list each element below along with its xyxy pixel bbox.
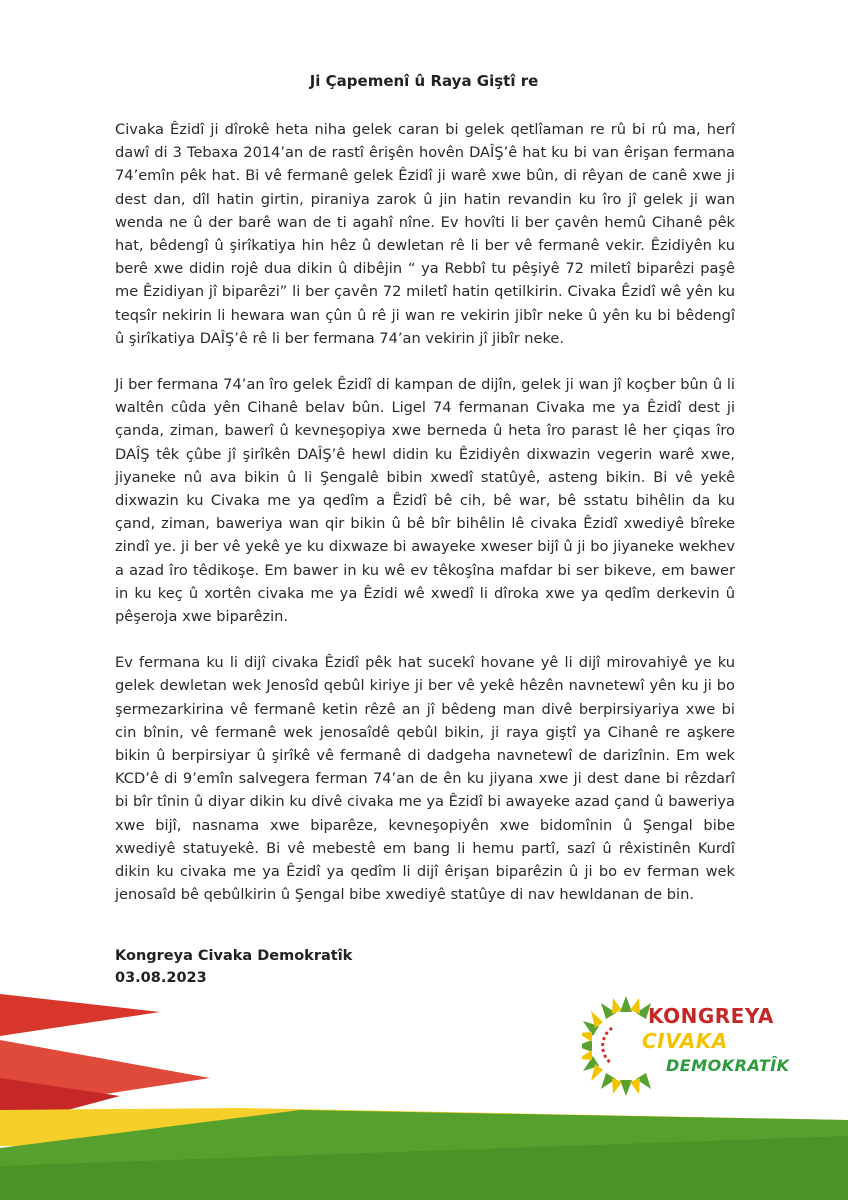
document-body	[115, 118, 735, 930]
paragraph-3: Ev fermana ku li dijî civaka Êzidî pêk hat sucekî hovane yê li dijî mirovahiyê ye ku gelek dewletan wek Jenosîd qebûl kiriye ji ber vê yekê hêzên navnetewî yên ku ji bo şermezarkirina vê fermanê ketin rêzê an jî bêdeng man divê berpirsiyariya xwe bi cin bînin, vê fermanê wek jenosaîdê qebûl bikin, ji raya giştî ya Cihanê re aşkere bikin û berpirsiyar û şirîkê vê fermanê di dadgeha navnetewî de darizînin. Em wek KCD’ê di 9’emîn salvegera ferman 74’an de ên ku jiyana xwe ji dest dane bi rêzdarî bi bîr tînin û diyar dikin ku divê civaka me ya Êzidî bi awayeke azad çand û baweriya xwe bijî, nasnama xwe biparêze, kevneşopiyên xwe bidomînin û Şengal bibe xwediyê statuyekê. Bi vê mebestê em bang li hemu partî, sazî û rêxistinên Kurdî dikin ku civaka me ya Êzidî ya qedîm li dijî êrişan biparêzin û ji bo ev ferman wek jenosaîd bê qebûlkirin û Şengal bibe xwediyê statûye di nav hewldanan de bin.	[115, 654, 735, 904]
document-title: Ji Çapemenî û Raya Giştî re	[309, 72, 539, 90]
signature-name: Kongreya Civaka Demokratîk	[115, 948, 353, 964]
paragraph-1: Civaka Êzidî ji dîrokê heta niha gelek caran bi gelek qetlîaman re rû bi rû ma, herî dawî di 3 Tebaxa 2014’an de rastî êrişên hovên DAÎŞ’ê hat ku bi van êrişan fermana 74’emîn pêk hat. Bi vê fermanê gelek Êzidî ji warê xwe bûn, di rêyan de canê xwe ji dest dan, dîl hatin girtin, piraniya zarok û jin hatin revandin ku îro jî gelek ji wan wenda ne û der barê wan de ti agahî nîne. Ev hovîti li ber çavên hemû Cihanê pêk hat, bêdengî û şirîkatiya hin hêz û dewletan rê li ber vê fermanê vekir. Êzidiyên ku berê xwe didin rojê dua dikin û dibêjin “ ya Rebbî tu pêşiyê 72 miletî biparêzi paşê me Êzidiyan jî biparêzi” li ber çavên 72 miletî hatin qetilkirin. Civaka Êzidî wê yên ku teqsîr nekirin li hewara wan çûn û rê ji wan re vekirin jibîr neke û yên ku bi bêdengî û şirîkatiya DAÎŞ’ê rê li ber fermana 74’an vekirin jî jibîr neke.	[115, 121, 735, 347]
paragraph-2: Ji ber fermana 74’an îro gelek Êzidî di kampan de dijîn, gelek ji wan jî koçber bûn û li waltên cûda yên Cihanê belav bûn. Ligel 74 fermanan Civaka me ya Êzidî dest ji çanda, ziman, bawerî û kevneşopiya xwe berneda û heta îro parast lê her çiqas îro DAÎŞ têk çûbe jî şirîkên DAÎŞ’ê hewl didin ku Êzidiyên dixwazin vegerin warê xwe, jiyaneke nû ava bikin û li Şengalê bibin xwedî statûyê, asteng bikin. Bi vê yekê dixwazin ku Civaka me ya qedîm a Êzidî bê cih, bê war, bê sstatu bihêlin da ku çand, ziman, baweriya wan qir bikin û bê bîr bihêlin lê civaka Êzidî xwediyê bîreke zindî ye. ji ber vê yekê ye ku dixwaze bi awayeke xweser bijî û ji bo jiyaneke wekhev a azad îro têdikoşe. Em bawer in ku wê ev têkoşîna mafdar bi ser bikeve, em bawer in ku keç û xortên civaka me ya Êzidi wê xwedî li dîroka xwe ya qedîm derkevin û pêşeroja xwe biparêzin.	[115, 376, 735, 626]
logo-text-kongreya: KONGREYA	[648, 1004, 774, 1028]
red-stripe-1	[0, 994, 160, 1036]
document-date: 03.08.2023	[115, 970, 207, 986]
logo-text-civaka: CIVAKA	[642, 1029, 728, 1053]
kcd-logo	[582, 990, 814, 1110]
logo-text-demokratik: DEMOKRATÎK	[666, 1056, 790, 1075]
